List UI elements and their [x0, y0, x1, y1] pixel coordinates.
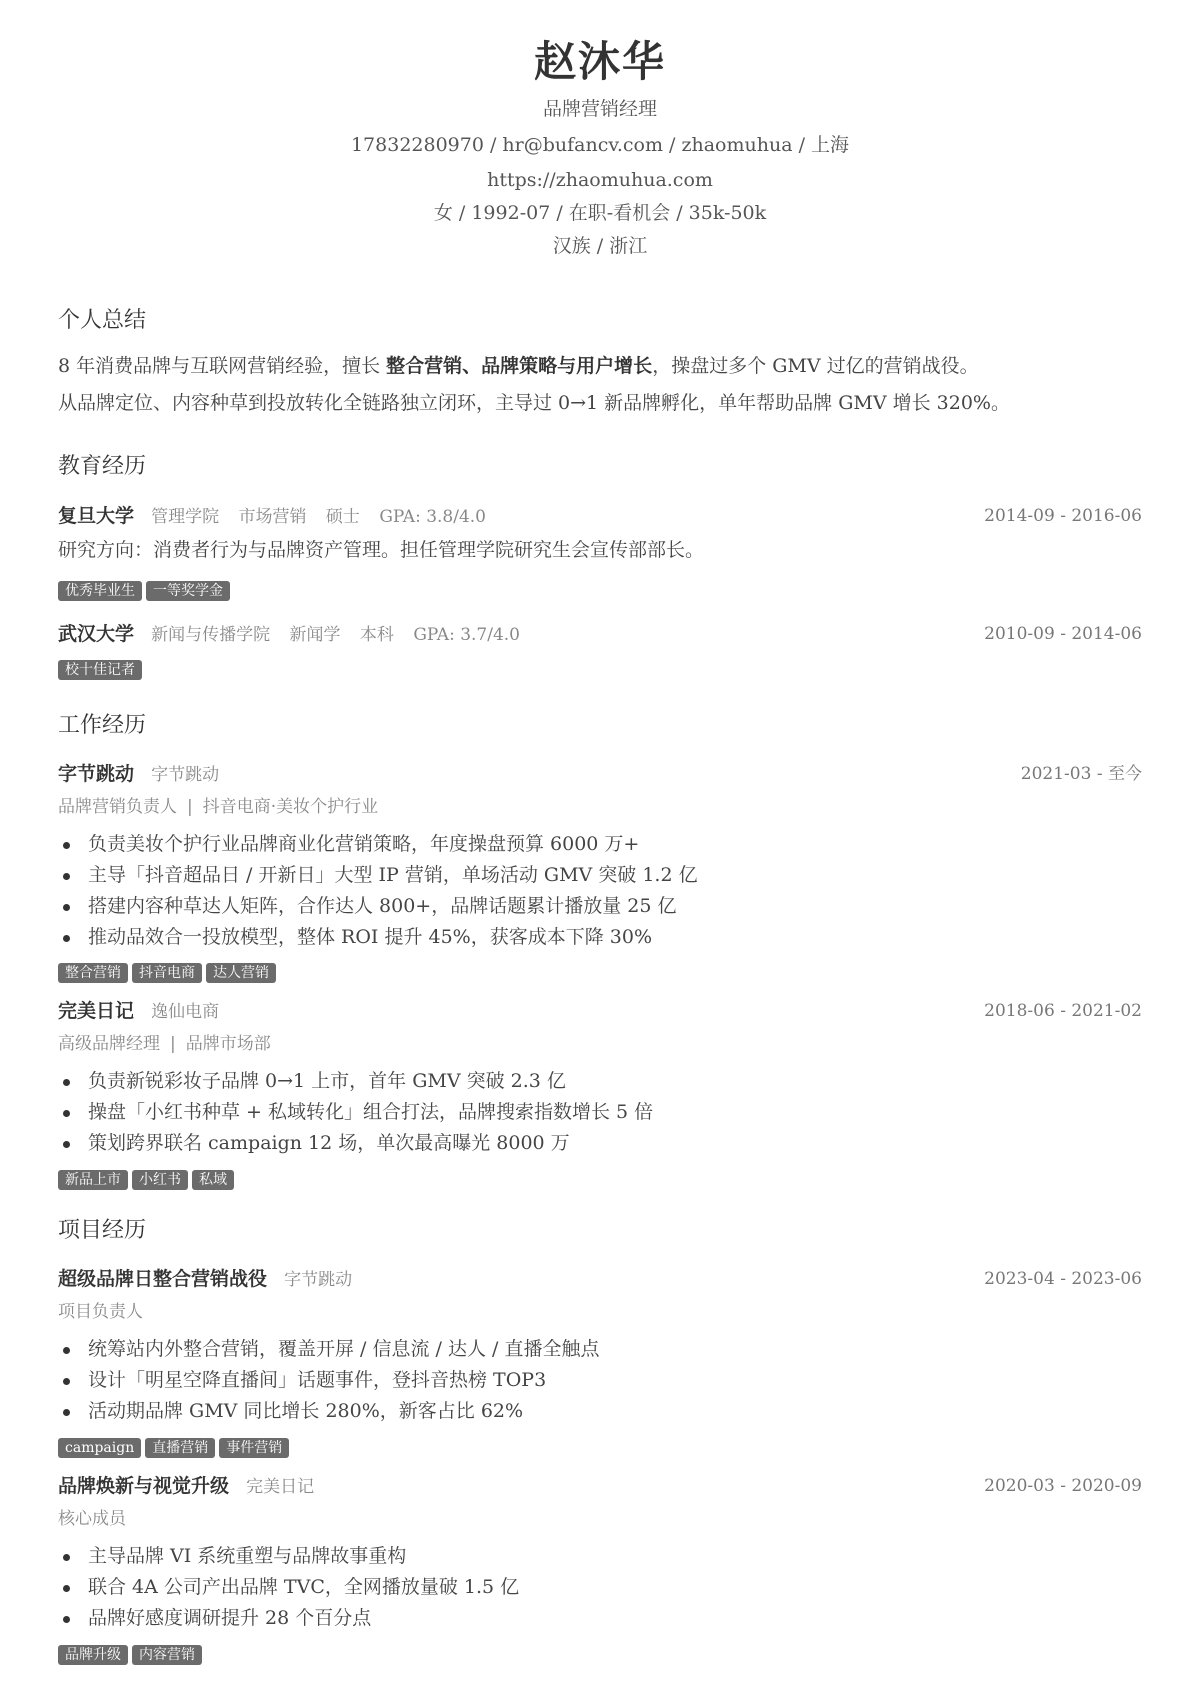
work-heading: 工作经历: [58, 713, 147, 738]
work-date: 2018-06 - 2021-02: [984, 1001, 1142, 1021]
school-name: 武汉大学: [58, 623, 135, 645]
major: 市场营销: [238, 507, 307, 527]
list-item: 联合 4A 公司产出品牌 TVC，全网播放量破 1.5 亿: [58, 1572, 519, 1603]
list-item: 主导品牌 VI 系统重塑与品牌故事重构: [58, 1541, 519, 1572]
role: 高级品牌经理: [58, 1034, 160, 1054]
summary-line-2: 从品牌定位、内容种草到投放转化全链路独立闭环，主导过 0→1 新品牌孵化，单年帮助品牌 GMV 增长 320%。: [58, 392, 1010, 414]
job-title: 品牌营销经理: [542, 98, 657, 120]
divider: |: [187, 797, 193, 817]
tag: 达人营销: [206, 963, 276, 983]
education-tags: [58, 581, 234, 603]
education-description: 研究方向：消费者行为与品牌资产管理。担任管理学院研究生会宣传部部长。: [58, 539, 705, 561]
education-heading: 教育经历: [58, 454, 147, 479]
tag: 品牌升级: [58, 1645, 128, 1665]
list-item: 推动品效合一投放模型，整体 ROI 提升 45%，获客成本下降 30%: [58, 922, 698, 953]
project-bullets: [58, 1334, 599, 1427]
department: 抖音电商·美妆个护行业: [202, 797, 379, 817]
tag: 小红书: [132, 1170, 188, 1190]
tag: 内容营销: [132, 1645, 202, 1665]
tag: 校十佳记者: [58, 660, 142, 680]
list-item: 策划跨界联名 campaign 12 场，单次最高曝光 8000 万: [58, 1128, 653, 1159]
school-name: 复旦大学: [58, 505, 135, 527]
project-date: 2020-03 - 2020-09: [984, 1476, 1142, 1496]
tag: 优秀毕业生: [58, 581, 142, 601]
summary-line-1: [58, 353, 979, 379]
company-sub: 字节跳动: [151, 765, 220, 785]
project-name: 超级品牌日整合营销战役: [58, 1268, 268, 1290]
work-role-line: [58, 795, 378, 819]
project-company: 字节跳动: [284, 1270, 353, 1290]
contact-line: 17832280970 / hr@bufancv.com / zhaomuhua / 上海: [350, 134, 850, 156]
gpa: GPA: 3.7/4.0: [413, 625, 520, 645]
project-role: 核心成员: [58, 1509, 126, 1529]
list-item: 负责美妆个护行业品牌商业化营销策略，年度操盘预算 6000 万+: [58, 829, 698, 860]
list-item: 品牌好感度调研提升 28 个百分点: [58, 1603, 519, 1634]
tag: 整合营销: [58, 963, 128, 983]
list-item: 负责新锐彩妆子品牌 0→1 上市，首年 GMV 突破 2.3 亿: [58, 1066, 653, 1097]
project-date: 2023-04 - 2023-06: [984, 1269, 1142, 1289]
divider: |: [170, 1034, 176, 1054]
degree: 硕士: [325, 507, 360, 527]
list-item: 操盘「小红书种草 + 私域转化」组合打法，品牌搜索指数增长 5 倍: [58, 1097, 653, 1128]
website-line: https://zhaomuhua.com: [487, 169, 713, 191]
education-meta: [151, 625, 534, 645]
gpa: GPA: 3.8/4.0: [379, 507, 486, 527]
tag: 一等奖学金: [146, 581, 230, 601]
major: 新闻学: [289, 625, 341, 645]
college: 管理学院: [151, 507, 220, 527]
summary-heading: 个人总结: [58, 308, 147, 333]
education-entry-header: [58, 502, 1142, 530]
tag: 事件营销: [219, 1438, 289, 1458]
project-tags: [58, 1645, 206, 1667]
department: 品牌市场部: [185, 1034, 271, 1054]
education-date: 2010-09 - 2014-06: [984, 624, 1142, 644]
project-bullets: [58, 1541, 519, 1634]
company-name: 字节跳动: [58, 763, 135, 785]
origin-line: 汉族 / 浙江: [552, 235, 648, 257]
candidate-name: 赵沐华: [533, 37, 666, 86]
degree: 本科: [359, 625, 394, 645]
list-item: 统筹站内外整合营销，覆盖开屏 / 信息流 / 达人 / 直播全触点: [58, 1334, 599, 1365]
role: 品牌营销负责人: [58, 797, 177, 817]
tag: 新品上市: [58, 1170, 128, 1190]
education-entry-header: [58, 620, 1142, 648]
education-meta: [151, 507, 500, 527]
summary-line-1-post: ，操盘过多个 GMV 过亿的营销战役。: [652, 355, 979, 377]
work-date: 2021-03 - 至今: [1020, 764, 1142, 784]
work-entry-header: [58, 760, 1142, 788]
project-entry-header: [58, 1472, 1142, 1500]
work-entry-header: [58, 997, 1142, 1025]
project-role: 项目负责人: [58, 1302, 143, 1322]
profile-line: 女 / 1992-07 / 在职-看机会 / 35k-50k: [433, 202, 767, 224]
company-name: 完美日记: [58, 1000, 135, 1022]
education-tags: [58, 660, 146, 682]
education-date: 2014-09 - 2016-06: [984, 506, 1142, 526]
list-item: 主导「抖音超品日 / 开新日」大型 IP 营销，单场活动 GMV 突破 1.2 亿: [58, 860, 698, 891]
tag: campaign: [58, 1438, 141, 1458]
project-tags: [58, 1438, 293, 1460]
tag: 直播营销: [145, 1438, 215, 1458]
work-tags: [58, 1170, 238, 1192]
summary-line-1-bold: 整合营销、品牌策略与用户增长: [386, 355, 653, 377]
tag: 私域: [192, 1170, 234, 1190]
project-name: 品牌焕新与视觉升级: [58, 1475, 230, 1497]
list-item: 设计「明星空降直播间」话题事件，登抖音热榜 TOP3: [58, 1365, 599, 1396]
work-bullets: [58, 829, 698, 953]
college: 新闻与传播学院: [151, 625, 271, 645]
work-tags: [58, 963, 280, 985]
projects-heading: 项目经历: [58, 1218, 147, 1243]
list-item: 搭建内容种草达人矩阵，合作达人 800+，品牌话题累计播放量 25 亿: [58, 891, 698, 922]
tag: 抖音电商: [132, 963, 202, 983]
project-entry-header: [58, 1265, 1142, 1293]
work-bullets: [58, 1066, 653, 1159]
summary-line-1-pre: 8 年消费品牌与互联网营销经验，擅长: [58, 355, 387, 377]
work-role-line: [58, 1032, 271, 1056]
project-company: 完美日记: [246, 1477, 315, 1497]
list-item: 活动期品牌 GMV 同比增长 280%，新客占比 62%: [58, 1396, 599, 1427]
company-sub: 逸仙电商: [151, 1002, 220, 1022]
